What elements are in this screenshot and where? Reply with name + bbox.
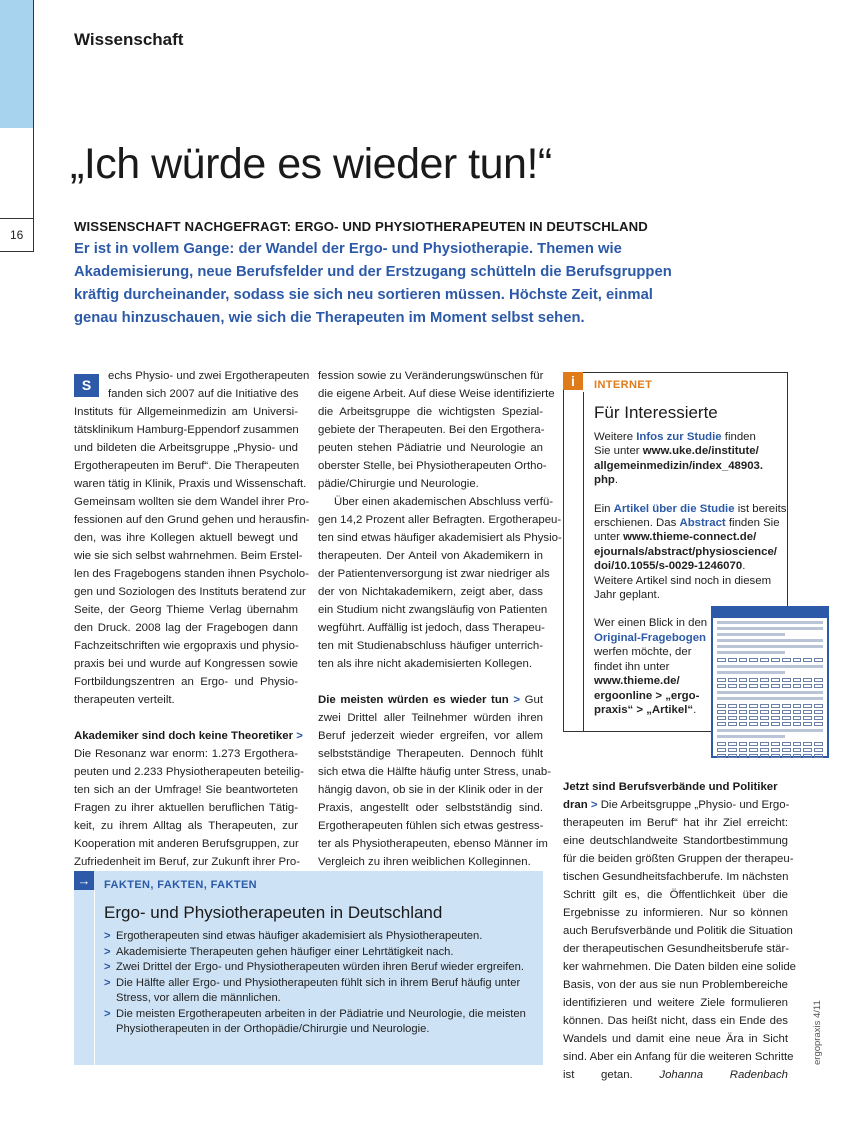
paragraph-intro xyxy=(74,367,310,709)
text-line: peuten und 2.233 Physiotherapeuten beteilig- xyxy=(74,766,304,778)
list-item: > Die Hälfte aller Ergo- und Physiotherapeuten fühlt sich in ihrem Beruf häufig unter Stress, vor allem die männlichen. xyxy=(104,976,521,1004)
text-line: sind. Aber ein Anfang für die weiteren Schritte xyxy=(563,1051,794,1063)
text-line: Jahr geplant. xyxy=(594,589,660,602)
text-line: Ergotherapeuten im Beruf“. Die Therapeuten xyxy=(74,460,300,472)
text-line: fessionen auf den Grund gehen und herausfin- xyxy=(74,514,310,526)
text-line: ten sich an der Umfrage! Sie beantworteten xyxy=(74,784,298,796)
article-column-3 xyxy=(563,778,797,1084)
text-line: Seite, der Georg Thieme Verlag übernahm xyxy=(74,604,298,616)
subheading-text: Die meisten würden es wieder tun xyxy=(318,694,509,706)
questionnaire-thumbnail-image xyxy=(711,606,829,758)
facts-box-label: FAKTEN, FAKTEN, FAKTEN xyxy=(104,879,258,891)
text-line: Ergotherapeuten fühlen sich etwas gestress- xyxy=(318,820,544,832)
article-lead xyxy=(74,238,674,330)
list-item: > Akademisierte Therapeuten gehen häufiger einer Lehrtätigkeit nach. xyxy=(104,945,534,961)
article-title: „Ich würde es wieder tun!“ xyxy=(70,140,552,188)
text-line: ist getan. Johanna Radenbach xyxy=(563,1069,788,1081)
text-line: Fachzeitschriften wie ergopraxis und physio- xyxy=(74,640,299,652)
bullet-marker: > xyxy=(104,976,111,989)
text-line: waren tätig in Klinik, Praxis und Wissenschaft. xyxy=(74,478,307,490)
text-line: sich etwa die Hälfte häufig unter Stress, unab- xyxy=(318,766,552,778)
link-questionnaire[interactable]: Original-Fragebogen xyxy=(594,631,707,644)
text-line: können. Das heißt nicht, dass ein Ende des xyxy=(563,1015,788,1027)
url-uke[interactable]: www.uke.de/institute/ xyxy=(642,445,759,458)
subheading-text: Akademiker sind doch keine Theoretiker xyxy=(74,730,294,742)
text-line: unter www.thieme-connect.de/ xyxy=(594,531,757,544)
text-line: therapeuten. Der Anteil von Akademikern in xyxy=(318,550,543,562)
url-thieme-connect[interactable]: www.thieme-connect.de/ xyxy=(623,531,757,544)
text-line: gen und Soziologen des Instituts beratend zur xyxy=(74,586,306,598)
text-line: ten mit Studienabschluss häufiger unterrich- xyxy=(318,640,543,652)
text-line: dran > Die Arbeitsgruppe „Physio- und Ergo- xyxy=(563,799,790,811)
text-line: Beruf jederzeit wieder ergreifen, vor allem xyxy=(318,730,543,742)
text-line: Fragen zu ihrer aktuellen beruflichen Tätig- xyxy=(74,802,298,814)
facts-box-rule xyxy=(94,890,95,1065)
text-line: wegführt. Auffällig ist jedoch, dass Therapeu- xyxy=(318,622,545,634)
text-line: für die beiden größten Gruppen der therapeu- xyxy=(563,853,794,865)
subheading xyxy=(74,727,303,745)
text-line: praxis bei und wurde auf Kongressen sowie xyxy=(74,658,298,670)
text-line: doi/10.1055/s-0029-1246070. xyxy=(594,560,746,573)
arrow-marker: > xyxy=(590,799,598,811)
text-run: Gut xyxy=(524,694,543,706)
subheading xyxy=(318,691,543,709)
url-uke-end[interactable]: php xyxy=(594,474,615,487)
text-line: der therapeutischen Gesundheitsberufe stär- xyxy=(563,943,790,955)
article-column-1 xyxy=(74,367,310,871)
text-line: ter als Physiotherapeuten, ebenso Männer im xyxy=(318,838,548,850)
drop-cap: S xyxy=(74,374,99,397)
text-line: Wer einen Blick in den xyxy=(594,617,708,630)
author-name: Johanna Radenbach xyxy=(659,1069,788,1081)
text-line: therapeuten im Beruf“ hat ihr Ziel erreicht: xyxy=(563,817,788,829)
text-line: hängig davon, ob sie in der Klinik oder in der xyxy=(318,784,543,796)
text-line: Gemeinsam wollten sie dem Wandel ihrer Pro- xyxy=(74,496,310,508)
text-line: Fortbildungszentren an Ergo- und Physio- xyxy=(74,676,298,688)
text-line: der von Nichtakademikern, zeigt aber, dass xyxy=(318,586,543,598)
text-line: fession sowie zu Veränderungswünschen für xyxy=(318,370,544,382)
internet-box-label: INTERNET xyxy=(594,379,653,391)
text-line: Kooperation mit anderen Berufsgruppen, zur xyxy=(74,838,299,850)
side-rule xyxy=(33,0,34,252)
text-line: Die Resonanz war enorm: 1.273 Ergothera- xyxy=(74,748,298,760)
text-line: auch Berufsverbände und Politik die Situation xyxy=(563,925,793,937)
bullet-marker: > xyxy=(104,930,111,942)
text-line: echs Physio- und zwei Ergotherapeuten xyxy=(108,370,310,382)
article-kicker: WISSENSCHAFT NACHGEFRAGT: ERGO- UND PHYSIOTHERAPEUTEN IN DEUTSCHLAND xyxy=(74,219,648,234)
text-line: tischen Gesundheitsfachberufe. Im nächsten xyxy=(563,871,789,883)
lead-line: genau hinzuschauen, wie sich die Therapeuten im Moment selbst sehen. xyxy=(74,310,585,326)
text-line: wie sie sich selbst wahrnehmen. Beim Erstel- xyxy=(74,550,303,562)
text-line: peuten stehen Pädiatrie und Neurologie an xyxy=(318,442,543,454)
list-item: > Ergotherapeuten sind etwas häufiger akademisiert als Physiotherapeuten. xyxy=(104,929,534,945)
text-line: Zufriedenheit im Beruf, zur Zukunft ihrer Pro- xyxy=(74,856,300,868)
page-number: 16 xyxy=(0,218,34,252)
text-line: pädie/Chirurgie und Neurologie. xyxy=(318,478,479,490)
text-line: php. xyxy=(594,474,619,487)
text-line: Instituts für Allgemeinmedizin am Universi- xyxy=(74,406,298,418)
link-study-info[interactable]: Infos zur Studie xyxy=(636,431,722,443)
text-line: tätsklinikum Hamburg-Eppendorf zusammen xyxy=(74,424,299,436)
internet-box-title: Für Interessierte xyxy=(594,403,718,422)
text-line: die eigene Arbeit. Auf diese Weise identifizierte xyxy=(318,388,555,400)
text-line: ten sind etwas häufiger akademisiert als Physio- xyxy=(318,532,562,544)
bullet-marker: > xyxy=(104,945,111,958)
side-color-bar xyxy=(0,0,33,128)
lead-line: Akademisierung, neue Berufsfelder und der Erstzugang schütteln die Berufsgruppen xyxy=(74,264,672,280)
url-thieme-path[interactable]: ergoonline > „ergo- xyxy=(594,689,700,702)
lead-line: Er ist in vollem Gange: der Wandel der Ergo- und Physiotherapie. Themen wie xyxy=(74,241,622,257)
text-line: gebiete der Therapeuten. Bei den Ergothera- xyxy=(318,424,545,436)
bullet-marker: > xyxy=(104,961,111,973)
text-line: erschienen. Das Abstract finden Sie xyxy=(594,517,780,530)
text-line: die Arbeitsgruppe die wichtigsten Spezial- xyxy=(318,406,543,418)
text-line: len des Fragebogens standen ihnen Psycholo- xyxy=(74,568,309,580)
text-line: Ergebnisse zu informieren. Nur so können xyxy=(563,907,788,919)
text-line: Weitere Infos zur Studie finden xyxy=(594,431,756,443)
url-uke-cont[interactable]: allgemeinmedizin/index_48903. xyxy=(594,459,764,472)
text-line: Praxis, angestellt oder selbstständig sind. xyxy=(318,802,543,814)
text-line: der Patientenversorgung ist zwar niedriger als xyxy=(318,568,550,580)
info-icon: i xyxy=(563,372,583,390)
text-line: und bildeten die Arbeitsgruppe „Physio- und xyxy=(74,442,298,454)
text-line: den, was ihre Kollegen aktuell bewegt und xyxy=(74,532,298,544)
text-line: oberster Stelle, bei Physiotherapeuten Ortho- xyxy=(318,460,547,472)
facts-box-title: Ergo- und Physiotherapeuten in Deutschland xyxy=(104,903,443,922)
text-line: Schritt gilt es, die Öffentlichkeit über die xyxy=(563,889,788,901)
bullet-marker: > xyxy=(104,1007,111,1020)
issue-footer: ergopraxis 4/11 xyxy=(812,1000,823,1065)
text-line: therapeuten verteilt. xyxy=(74,694,175,706)
text-line: Ein Artikel über die Studie ist bereits xyxy=(594,502,787,515)
url-thieme[interactable]: www.thieme.de/ xyxy=(594,675,680,688)
facts-list xyxy=(104,929,534,1038)
text-line: Wandels und damit eine neue Ära in Sicht xyxy=(563,1033,788,1045)
text-line: identifizieren und weitere Ziele formulieren xyxy=(563,997,788,1009)
arrow-marker: > xyxy=(513,694,521,706)
text-line: zwei Drittel aller Teilnehmer würden ihren xyxy=(318,712,543,724)
lead-line: kräftig durcheinander, sodass sie sich neu sortieren müssen. Höchste Zeit, einmal xyxy=(74,287,653,303)
text-line: ten als ihre nicht akademisierten Kollegen. xyxy=(318,658,533,670)
text-line: Vergleich zu ihren weiblichen Kolleginnen. xyxy=(318,856,531,868)
arrow-marker: > xyxy=(296,730,303,742)
text-line: keit, zu ihrem Alltag als Therapeuten, zur xyxy=(74,820,298,832)
text-line: den Druck. 2008 lag der Fragebogen dann xyxy=(74,622,298,634)
text-line: Sie unter www.uke.de/institute/ xyxy=(594,445,759,458)
text-line: Basis, von der aus sie nun Problembereiche xyxy=(563,979,788,991)
text-line: Über einen akademischen Abschluss verfü- xyxy=(334,496,554,508)
text-line: werfen möchte, der xyxy=(594,646,692,659)
text-line: findet ihn unter xyxy=(594,660,670,673)
text-line: eine deutschlandweite Standortbestimmung xyxy=(563,835,788,847)
text-line: ker wahrnehmen. Die Daten bilden eine solide xyxy=(563,961,797,973)
internet-box-rule xyxy=(583,392,584,732)
text-line: fanden sich 2007 auf die Initiative des xyxy=(108,388,299,400)
text-line: Weitere Artikel sind noch in diesem xyxy=(594,574,772,587)
url-doi[interactable]: doi/10.1055/s-0029-1246070 xyxy=(594,560,743,573)
list-item: > Die meisten Ergotherapeuten arbeiten in der Pädiatrie und Neurologie, die meisten Physiotherapeuten in der Orthopädie/Chirurgie und Neurologie. xyxy=(104,1007,526,1035)
link-article[interactable]: Artikel über die Studie xyxy=(613,502,735,515)
text-line: selbstständige Therapeuten. Dennoch fühlt xyxy=(318,748,543,760)
section-label: Wissenschaft xyxy=(74,30,184,49)
link-abstract[interactable]: Abstract xyxy=(679,517,726,530)
text-line: gen 14,2 Prozent aller Befragten. Ergotherapeu- xyxy=(318,514,562,526)
arrow-right-icon: → xyxy=(74,871,94,890)
text-line: ein Studium nicht zwangsläufig von Patienten xyxy=(318,604,548,616)
list-item: > Zwei Drittel der Ergo- und Physiotherapeuten würden ihren Beruf wieder ergreifen. xyxy=(104,960,534,976)
subheading-text: Jetzt sind Berufsverbände und Politiker xyxy=(563,781,778,793)
text-line: praxis“ > „Artikel“. xyxy=(594,703,697,716)
article-column-2 xyxy=(318,367,562,871)
url-thieme-connect-cont[interactable]: ejournals/abstract/physioscience/ xyxy=(594,545,777,558)
